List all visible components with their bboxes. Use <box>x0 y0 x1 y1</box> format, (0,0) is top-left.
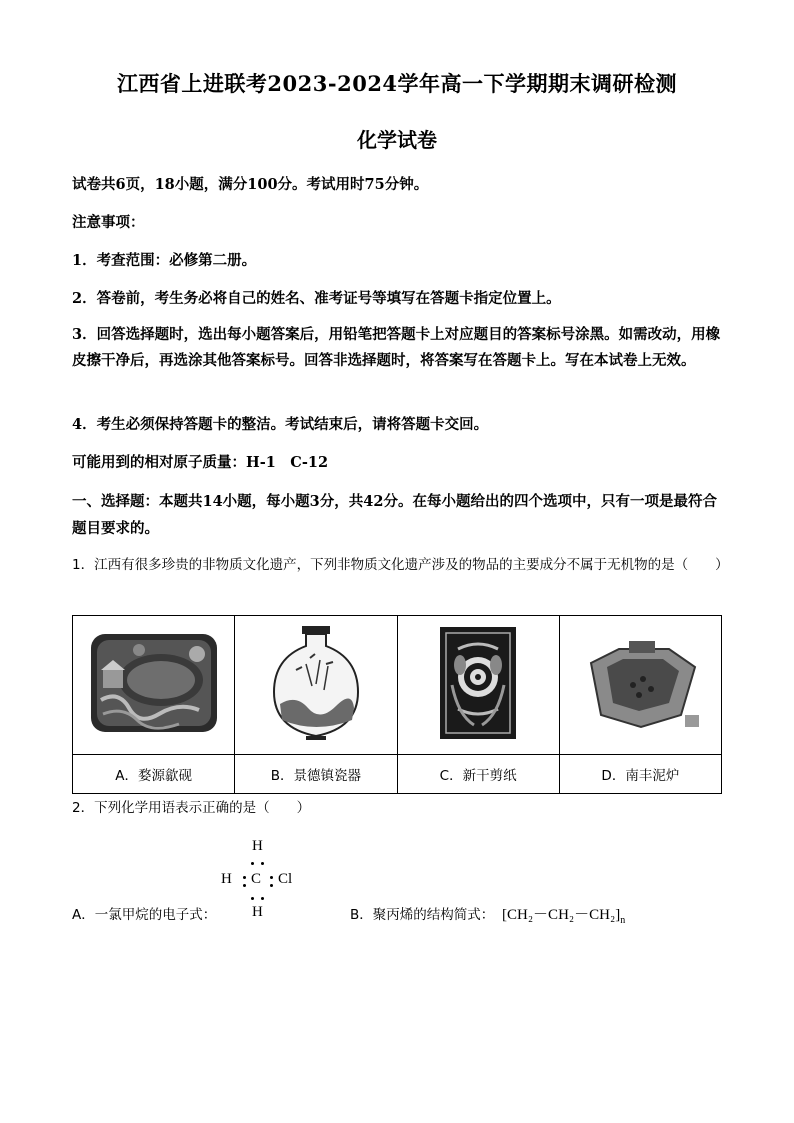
question-2-option-b: B．聚丙烯的结构简式： <box>350 907 495 923</box>
electron-dot <box>270 884 273 887</box>
option-a-image-cell <box>73 616 235 755</box>
section-heading: 一、选择题：本题共14小题，每小题3分，共42分。在每小题给出的四个选项中，只有一项是最符合题目要求的。 <box>72 493 717 537</box>
lewis-cl-right: Cl <box>278 871 293 887</box>
exam-subtitle: 化学试卷 <box>357 128 437 152</box>
electron-dot <box>251 862 254 865</box>
notice-item-1: 1．考查范围：必修第二册。 <box>72 252 257 269</box>
clay-stove-image <box>577 633 703 733</box>
lewis-h-bottom: H <box>252 904 263 920</box>
exam-title: 江西省上进联考2023-2024学年高一下学期期末调研检测 <box>116 71 678 96</box>
option-d-image-cell <box>559 616 721 755</box>
option-d-label: D．南丰泥炉 <box>559 755 721 794</box>
polypropylene-formula <box>502 903 625 926</box>
lewis-h-top: H <box>252 838 263 854</box>
notice-item-3: 3．回答选择题时，选出每小题答案后，用铅笔把答题卡上对应题目的答案标号涂黑。如需改动，用橡皮擦干净后，再选涂其他答案标号。回答非选择题时，将答案写在答题卡上。写在本试卷上无效。 <box>72 326 721 369</box>
question-1-stem: 1．江西有很多珍贵的非物质文化遗产，下列非物质文化遗产涉及的物品的主要成分不属于无机物的是（ ） <box>72 557 729 573</box>
lewis-c-center: C <box>251 871 262 887</box>
option-c-label: C．新干剪纸 <box>397 755 559 794</box>
electron-dot <box>261 897 264 900</box>
lewis-h-left: H <box>221 871 232 887</box>
electron-dot <box>261 862 264 865</box>
option-a-label: A．婺源歙砚 <box>73 755 235 794</box>
inkstone-image <box>89 630 219 736</box>
option-c-image-cell <box>397 616 559 755</box>
electron-dot <box>251 897 254 900</box>
notice-item-4: 4．考生必须保持答题卡的整洁。考试结束后，请将答题卡交回。 <box>72 416 489 433</box>
question-2-stem: 2．下列化学用语表示正确的是（ ） <box>72 800 311 816</box>
option-b-image-cell <box>235 616 397 755</box>
porcelain-vase-image <box>266 624 366 742</box>
electron-dot <box>243 884 246 887</box>
question-2-option-a: A．一氯甲烷的电子式： <box>72 907 217 923</box>
electron-dot <box>243 876 246 879</box>
notice-heading: 注意事项： <box>72 214 145 231</box>
paper-cutting-image <box>438 625 518 741</box>
polymer-repeat-unit: [CH₂－CH₂－CH₂] <box>502 907 621 923</box>
electron-dot <box>270 876 273 879</box>
polymer-subscript: n <box>620 915 626 926</box>
option-b-label: B．景德镇瓷器 <box>235 755 397 794</box>
atomic-mass-line: 可能用到的相对原子质量：H-1 C-12 <box>72 454 329 471</box>
notice-item-2: 2．答卷前，考生务必将自己的姓名、准考证号等填写在答题卡指定位置上。 <box>72 290 561 307</box>
exam-summary: 试卷共6页，18小题，满分100分。考试用时75分钟。 <box>72 176 429 193</box>
question-1-options-table <box>72 615 722 794</box>
